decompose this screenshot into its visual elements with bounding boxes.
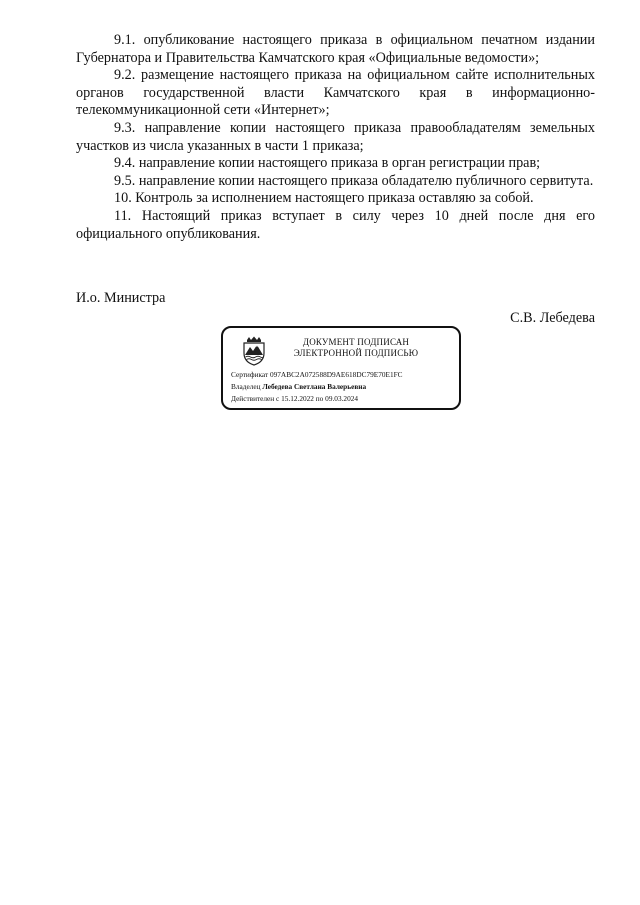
paragraph-9-3: 9.3. направление копии настоящего приказа правообладателям земельных участков из числа указанных в части 1 приказа; (76, 119, 595, 154)
stamp-validity-line (231, 394, 358, 403)
stamp-certificate-value: 097ABC2A072588D9AE618DC79E70E1FC (269, 370, 403, 379)
stamp-owner-label: Владелец (231, 382, 261, 391)
stamp-validity-from-word: с (276, 394, 280, 403)
paragraph-10: 10. Контроль за исполнением настоящего приказа оставляю за собой. (114, 190, 534, 207)
stamp-validity-to: 09.03.2024 (325, 394, 359, 403)
signatory-position: И.о. Министра (76, 290, 166, 306)
stamp-owner-value: Лебедева Светлана Валерьевна (262, 382, 367, 391)
kamchatka-coat-of-arms-icon (239, 336, 269, 366)
paragraph-9-1: 9.1. опубликование настоящего приказа в официальном печатном издании Губернатора и Правительства Камчатского края «Официальные ведомости»; (76, 32, 595, 66)
stamp-owner-line (231, 382, 366, 391)
stamp-validity-label: Действителен (231, 394, 275, 403)
paragraph-11: 11. Настоящий приказ вступает в силу через 10 дней после дня его официального опубликования. (76, 207, 595, 242)
paragraph-9-4: 9.4. направление копии настоящего приказа в орган регистрации прав; (114, 155, 541, 172)
stamp-validity-from: 15.12.2022 (281, 394, 314, 403)
stamp-header (281, 337, 431, 359)
stamp-header-line-2: ЭЛЕКТРОННОЙ ПОДПИСЬЮ (293, 348, 419, 358)
signatory-name: С.В. Лебедева (510, 310, 595, 326)
document-body (76, 32, 595, 243)
stamp-certificate-line (231, 370, 403, 379)
stamp-validity-to-word: по (315, 394, 324, 403)
paragraph-9-5: 9.5. направление копии настоящего приказа обладателю публичного сервитута. (114, 172, 594, 189)
stamp-header-line-1: ДОКУМЕНТ ПОДПИСАН (302, 337, 410, 347)
stamp-certificate-label: Сертификат (231, 370, 269, 379)
electronic-signature-stamp (221, 326, 461, 410)
paragraph-9-2: 9.2. размещение настоящего приказа на официальном сайте исполнительных органов государственной власти Камчатского края в информационно-телекоммуникационной сети «Интернет»; (76, 67, 595, 119)
